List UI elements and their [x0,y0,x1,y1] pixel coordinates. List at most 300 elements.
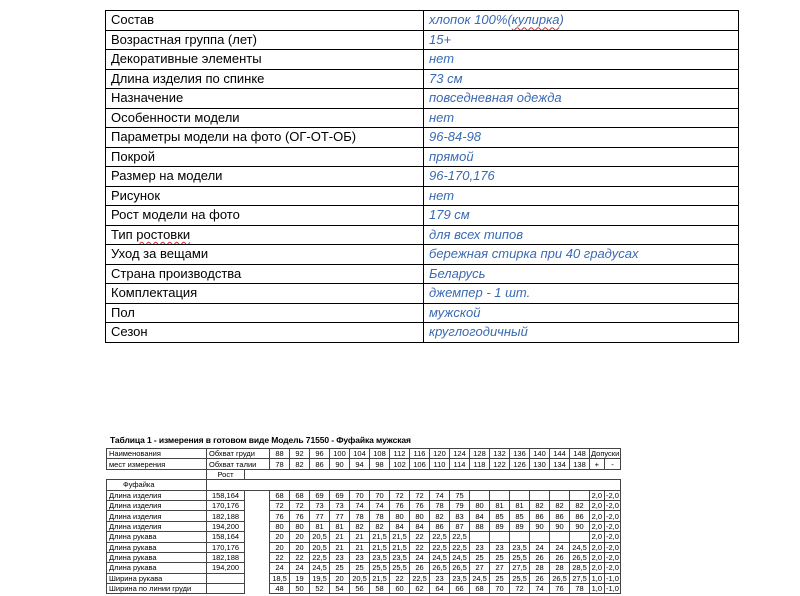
measurement-table [106,448,621,594]
measurement-value: 83 [450,511,470,521]
measurement-value: 74 [530,584,550,594]
tolerance-plus-value: 1,0 [590,573,605,583]
measurement-value: 82 [430,511,450,521]
spec-row [106,167,739,187]
measurement-value: 26,5 [550,573,570,583]
height-range: 182,188 [207,552,245,562]
measurement-value: 23,5 [510,542,530,552]
measurement-value: 89 [510,521,530,531]
measurement-value: 77 [310,511,330,521]
spacer-cell [245,511,270,521]
measurement-value: 27 [470,563,490,573]
measurement-value: 75 [450,490,470,500]
measurement-value: 24 [550,542,570,552]
tolerance-plus: + [590,459,605,469]
tolerance-plus-value: 2,0 [590,552,605,562]
header-row-waist [107,459,621,469]
measurement-value: 56 [350,584,370,594]
measurement-value: 52 [310,584,330,594]
measurement-value: 74 [430,490,450,500]
measurement-value: 25 [330,563,350,573]
height-range: 170,176 [207,542,245,552]
spec-key: Длина изделия по спинке [106,69,424,89]
measurement-value: 48 [270,584,290,594]
measurement-value: 58 [370,584,390,594]
product-spec-body [106,11,739,343]
header-row-chest [107,449,621,459]
measurement-value: 21,5 [370,542,390,552]
spec-value: 179 см [424,206,739,226]
measurement-value: 20,5 [350,573,370,583]
spec-value: прямой [424,147,739,167]
spec-value: нет [424,186,739,206]
measurement-value [510,532,530,542]
height-label: Рост [207,469,245,479]
chest-size: 104 [350,449,370,459]
spec-key: Декоративные элементы [106,50,424,70]
measurement-value: 26 [530,552,550,562]
chest-size: 144 [550,449,570,459]
measurement-value: 27,5 [510,563,530,573]
measurement-value: 20 [330,573,350,583]
spec-key: Уход за вещами [106,245,424,265]
measurement-row [107,552,621,562]
measurement-table-body [107,449,621,594]
spec-key: Покрой [106,147,424,167]
measurement-value: 25 [490,552,510,562]
measurement-value: 81 [510,500,530,510]
tolerance-plus-value: 1,0 [590,584,605,594]
measurement-value: 23,5 [370,552,390,562]
height-range [207,573,245,583]
measurement-value: 76 [270,511,290,521]
spec-row [106,89,739,109]
chest-size: 92 [290,449,310,459]
spec-value: 96-84-98 [424,128,739,148]
measurement-value: 90 [570,521,590,531]
spec-value: бережная стирка при 40 градусах [424,245,739,265]
measurement-value: 24,5 [430,552,450,562]
measurement-value: 28,5 [570,563,590,573]
measurement-value: 20 [270,542,290,552]
measurement-row [107,521,621,531]
spec-key: Размер на модели [106,167,424,187]
measurement-value: 21,5 [390,532,410,542]
measurement-value [570,490,590,500]
measurement-value: 22,5 [410,573,430,583]
measurement-value: 72 [510,584,530,594]
spec-key: Назначение [106,89,424,109]
measurement-value: 22 [270,552,290,562]
measurement-name: Длина изделия [107,500,207,510]
spacer-cell [245,552,270,562]
waist-size: 82 [290,459,310,469]
measurement-value: 80 [410,511,430,521]
measurement-value: 25 [470,552,490,562]
measurement-value: 70 [370,490,390,500]
measurement-name: Длина рукава [107,552,207,562]
measurement-row [107,584,621,594]
spacer-cell [245,500,270,510]
section-row [107,480,621,490]
height-range: 194,200 [207,563,245,573]
height-header-row [107,469,621,479]
chest-size: 120 [430,449,450,459]
spec-key: Тип ростовки [106,225,424,245]
measurement-value: 84 [410,521,430,531]
measurement-value: 22,5 [430,532,450,542]
measurement-value [550,490,570,500]
spacer-cell [245,490,270,500]
spec-key: Параметры модели на фото (ОГ-ОТ-ОБ) [106,128,424,148]
spacer-cell [245,563,270,573]
measurement-value: 80 [290,521,310,531]
chest-size: 116 [410,449,430,459]
tolerance-plus-value: 2,0 [590,500,605,510]
chest-size: 140 [530,449,550,459]
measurement-value: 26 [410,563,430,573]
spec-value: повседневная одежда [424,89,739,109]
measurement-value: 79 [450,500,470,510]
waist-size: 122 [490,459,510,469]
measurement-value: 26,5 [430,563,450,573]
measurement-value: 26,5 [570,552,590,562]
measurement-value: 22,5 [430,542,450,552]
measurement-value [510,490,530,500]
waist-size: 102 [390,459,410,469]
waist-size: 134 [550,459,570,469]
measurement-row [107,511,621,521]
spec-value: Беларусь [424,264,739,284]
measurement-value: 25,5 [510,573,530,583]
measurement-value: 21,5 [370,573,390,583]
measurement-value: 21 [330,532,350,542]
spec-row [106,264,739,284]
tolerance-minus-value: -1,0 [605,584,619,594]
spellcheck-mark: кулирка [511,12,560,28]
tolerance-plus-value: 2,0 [590,521,605,531]
measurement-value: 23 [490,542,510,552]
tolerance-plus-value: 2,0 [590,532,605,542]
measurement-value: 26 [530,573,550,583]
chest-size: 96 [310,449,330,459]
measurement-value: 22,5 [310,552,330,562]
spec-value: для всех типов [424,225,739,245]
spec-key: Возрастная группа (лет) [106,30,424,50]
blank-cell [107,469,207,479]
measurement-value: 82 [530,500,550,510]
tolerance-plus-value: 2,0 [590,563,605,573]
measurement-value: 21 [330,542,350,552]
spec-key: Пол [106,303,424,323]
measurement-value: 76 [410,500,430,510]
measurement-value: 26 [550,552,570,562]
tolerance-plus-value: 2,0 [590,542,605,552]
measurement-value: 21,5 [370,532,390,542]
measurement-value: 70 [350,490,370,500]
spec-value: круглогодичный [424,323,739,343]
spellcheck-mark: ростовки [136,226,191,242]
tolerance-minus-value: -2,0 [605,563,619,573]
chest-size: 128 [470,449,490,459]
spec-key: Страна производства [106,264,424,284]
spec-row [106,69,739,89]
measurement-value [490,490,510,500]
measurement-value: 22,5 [450,532,470,542]
waist-size: 90 [330,459,350,469]
measurement-value [570,532,590,542]
waist-size: 78 [270,459,290,469]
measurement-value: 20,5 [310,532,330,542]
spacer-cell [245,521,270,531]
tolerance-plus-value: 2,0 [590,511,605,521]
tolerance-plus-value: 2,0 [590,490,605,500]
measurement-value: 73 [330,500,350,510]
measurement-value: 24,5 [310,563,330,573]
spec-row [106,225,739,245]
measurement-value: 90 [530,521,550,531]
spec-key: Особенности модели [106,108,424,128]
measurement-value: 21 [350,542,370,552]
tolerance-minus: - [604,459,621,469]
measurement-name: Ширина по линии груди [107,584,207,594]
measurement-value: 86 [550,511,570,521]
measurement-value [530,490,550,500]
measurement-value: 25 [350,563,370,573]
waist-size: 94 [350,459,370,469]
spec-value: 96-170,176 [424,167,739,187]
spec-value: мужской [424,303,739,323]
measurement-value: 20 [270,532,290,542]
measurement-value: 28 [530,563,550,573]
measurement-value: 28 [550,563,570,573]
measurement-row [107,532,621,542]
measurement-value: 60 [390,584,410,594]
measurement-value: 69 [310,490,330,500]
spec-row [106,206,739,226]
spec-value: нет [424,50,739,70]
measurement-value: 66 [450,584,470,594]
waist-size: 106 [410,459,430,469]
height-range: 158,164 [207,532,245,542]
measurement-value: 85 [510,511,530,521]
measurement-value: 88 [470,521,490,531]
measurement-name: Длина изделия [107,521,207,531]
measurement-value: 73 [310,500,330,510]
tolerance-minus-value: -2,0 [605,501,619,511]
waist-size: 130 [530,459,550,469]
measurement-value: 20 [290,542,310,552]
spacer-cell [245,584,270,594]
waist-size: 138 [570,459,590,469]
chest-size: 148 [570,449,590,459]
spec-value: нет [424,108,739,128]
measurement-value: 82 [370,521,390,531]
waist-size: 118 [470,459,490,469]
measurement-value: 86 [530,511,550,521]
measurement-value: 24 [410,552,430,562]
measurement-value [470,532,490,542]
measurement-value: 84 [390,521,410,531]
chest-size: 100 [330,449,350,459]
measurement-value: 23,5 [450,573,470,583]
measurement-value: 68 [270,490,290,500]
spec-key: Комплектация [106,284,424,304]
measurement-value: 22,5 [450,542,470,552]
measurement-value: 23 [330,552,350,562]
measurement-row [107,573,621,583]
measurement-value [470,490,490,500]
measurement-value: 81 [490,500,510,510]
measurement-row [107,542,621,552]
tolerance-minus-value: -2,0 [605,542,619,552]
measurement-value: 85 [490,511,510,521]
measurement-value: 82 [550,500,570,510]
measurement-value [490,532,510,542]
spec-row [106,11,739,31]
measurement-value: 22 [410,542,430,552]
chest-size: 136 [510,449,530,459]
height-range: 182,188 [207,511,245,521]
measurement-name: Длина рукава [107,542,207,552]
measurement-value: 74 [370,500,390,510]
spec-value: 15+ [424,30,739,50]
measurement-value: 70 [490,584,510,594]
waist-label: Обхват талии [207,459,270,469]
measurement-value: 27,5 [570,573,590,583]
measurement-value: 90 [550,521,570,531]
waist-size: 110 [430,459,450,469]
measurement-value: 82 [350,521,370,531]
section-filler [207,480,621,490]
measurement-value: 23 [470,542,490,552]
tolerance-minus-value: -2,0 [605,521,619,531]
measurement-value: 80 [270,521,290,531]
chest-size: 124 [450,449,470,459]
measurement-row [107,490,621,500]
blank-cell [245,469,621,479]
measurement-value: 86 [570,511,590,521]
measurement-value: 23,5 [390,552,410,562]
height-range: 158,164 [207,490,245,500]
chest-size: 108 [370,449,390,459]
measurement-name: Длина рукава [107,532,207,542]
measurement-value: 78 [350,511,370,521]
measurement-value: 81 [310,521,330,531]
measurement-value: 68 [290,490,310,500]
measurement-value: 69 [330,490,350,500]
header-name-1: Наименования [107,449,207,459]
waist-size: 114 [450,459,470,469]
spec-row [106,108,739,128]
measurement-table-caption: Таблица 1 - измерения в готовом виде Модель 71550 - Фуфайка мужская [110,435,411,445]
measurement-value [550,532,570,542]
measurement-value: 72 [390,490,410,500]
measurement-value: 81 [330,521,350,531]
measurement-value: 72 [270,500,290,510]
spec-key: Сезон [106,323,424,343]
measurement-value: 22 [290,552,310,562]
measurement-value: 23 [350,552,370,562]
spec-row [106,50,739,70]
measurement-value: 24,5 [570,542,590,552]
measurement-value: 76 [290,511,310,521]
spacer-cell [245,532,270,542]
measurement-value: 26,5 [450,563,470,573]
height-range: 194,200 [207,521,245,531]
measurement-value: 76 [390,500,410,510]
spec-row [106,323,739,343]
tolerance-minus-value: -1,0 [605,573,619,583]
header-name-2: мест измерения [107,459,207,469]
spacer-cell [245,542,270,552]
height-range: 170,176 [207,500,245,510]
measurement-value: 19,5 [310,573,330,583]
tolerance-minus-value: -2,0 [605,532,619,542]
measurement-value: 25 [490,573,510,583]
measurement-value: 22 [410,532,430,542]
spec-row [106,128,739,148]
measurement-value: 86 [430,521,450,531]
spec-key: Рисунок [106,186,424,206]
measurement-value: 77 [330,511,350,521]
measurement-value: 80 [390,511,410,521]
spec-row [106,147,739,167]
measurement-value: 64 [430,584,450,594]
measurement-value: 74 [350,500,370,510]
waist-size: 98 [370,459,390,469]
measurement-value: 50 [290,584,310,594]
measurement-value: 27 [490,563,510,573]
spec-row [106,245,739,265]
measurement-value: 78 [370,511,390,521]
measurement-value: 25,5 [370,563,390,573]
spec-key: Состав [106,11,424,31]
measurement-value [530,532,550,542]
measurement-value: 24,5 [470,573,490,583]
measurement-value: 72 [410,490,430,500]
measurement-value: 89 [490,521,510,531]
measurement-value: 54 [330,584,350,594]
measurement-name: Длина изделия [107,511,207,521]
measurement-name: Ширина рукава [107,573,207,583]
spec-row [106,303,739,323]
measurement-row [107,500,621,510]
measurement-value: 82 [570,500,590,510]
tolerance-minus-value: -2,0 [605,511,619,521]
measurement-value: 76 [550,584,570,594]
spec-row [106,30,739,50]
height-range [207,584,245,594]
measurement-value: 24 [270,563,290,573]
spacer-cell [245,573,270,583]
measurement-value: 24,5 [450,552,470,562]
spec-key: Рост модели на фото [106,206,424,226]
spec-row [106,186,739,206]
measurement-name: Длина рукава [107,563,207,573]
chest-label: Обхват груди [207,449,270,459]
product-spec-table [105,10,739,343]
tolerance-minus-value: -2,0 [605,553,619,563]
measurement-value: 23 [430,573,450,583]
measurement-value: 78 [570,584,590,594]
waist-size: 86 [310,459,330,469]
tolerance-minus-value: -2,0 [605,490,619,500]
measurement-value: 87 [450,521,470,531]
measurement-value: 25,5 [510,552,530,562]
measurement-value: 62 [410,584,430,594]
spec-value: джемпер - 1 шт. [424,284,739,304]
